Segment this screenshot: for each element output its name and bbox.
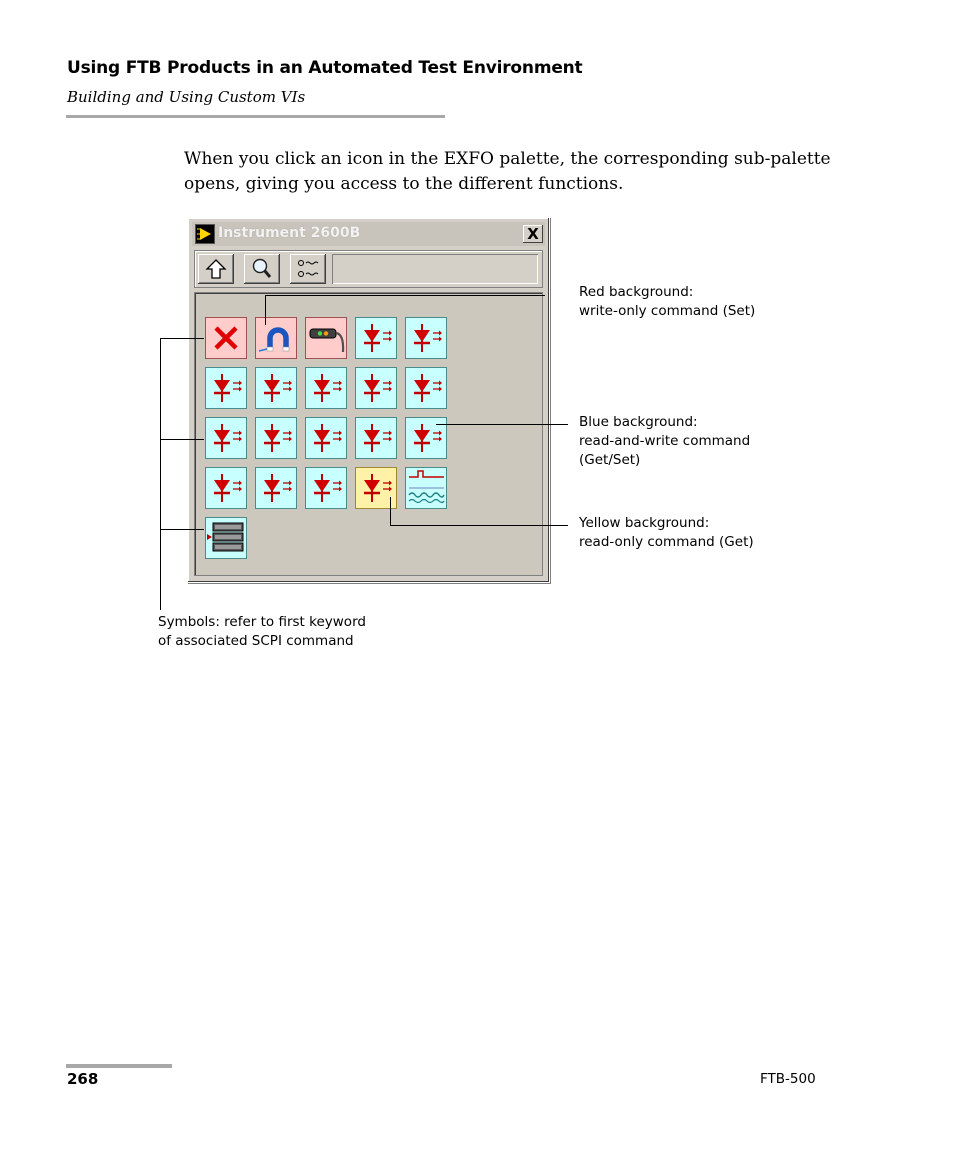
palette-tile[interactable] — [355, 417, 397, 459]
palette-tile[interactable] — [205, 517, 247, 559]
palette-tile[interactable] — [405, 367, 447, 409]
palette-tile[interactable] — [205, 467, 247, 509]
header-divider — [66, 115, 445, 118]
palette-tile[interactable] — [255, 317, 297, 359]
up-arrow-icon — [198, 254, 234, 284]
palette-tile[interactable] — [255, 367, 297, 409]
toolbar-spacer — [332, 254, 538, 284]
close-icon: X — [527, 225, 539, 243]
footer-divider — [66, 1064, 172, 1068]
palette-tile[interactable] — [305, 417, 347, 459]
palette-tile[interactable] — [205, 317, 247, 359]
yellow-callout-line — [390, 525, 568, 526]
callout-yellow: Yellow background: read-only command (Get) — [579, 515, 754, 550]
red-callout-tick — [265, 295, 266, 325]
palette-tile[interactable] — [205, 417, 247, 459]
palette-grid — [194, 292, 543, 576]
view-options-icon — [290, 254, 326, 284]
palette-toolbar — [194, 250, 543, 288]
palette-tile[interactable] — [355, 317, 397, 359]
palette-tile[interactable] — [305, 367, 347, 409]
palette-tile[interactable] — [305, 317, 347, 359]
labview-icon — [195, 224, 215, 244]
palette-tile[interactable] — [205, 367, 247, 409]
search-button[interactable] — [244, 254, 280, 284]
symbols-bracket — [160, 338, 161, 610]
blue-callout-line — [436, 424, 568, 425]
product-name: FTB-500 — [760, 1071, 816, 1087]
magnifier-icon — [244, 254, 280, 284]
palette-tile[interactable] — [405, 317, 447, 359]
up-button[interactable] — [198, 254, 234, 284]
callout-blue: Blue background: read-and-write command (Get/Set) — [579, 414, 751, 468]
view-options-button[interactable] — [290, 254, 326, 284]
red-callout-line — [265, 295, 545, 296]
palette-tile[interactable] — [305, 467, 347, 509]
close-button[interactable] — [523, 225, 543, 243]
symbols-tick-2 — [160, 439, 204, 440]
callout-symbols: Symbols: refer to first keyword of associated SCPI command — [158, 614, 366, 649]
symbols-tick-3 — [160, 529, 204, 530]
body-paragraph: When you click an icon in the EXFO palette, the corresponding sub-palette opens, giving you access to the different functions. — [184, 149, 831, 194]
palette-titlebar — [192, 222, 545, 246]
palette-window — [187, 217, 550, 583]
palette-tile[interactable] — [405, 467, 447, 509]
palette-tile[interactable] — [255, 467, 297, 509]
section-title: Using FTB Products in an Automated Test Environment — [67, 58, 583, 78]
callout-red: Red background: write-only command (Set) — [579, 284, 756, 319]
yellow-callout-tick — [390, 497, 391, 525]
palette-tile[interactable] — [355, 367, 397, 409]
page-number: 268 — [67, 1070, 99, 1088]
section-subtitle: Building and Using Custom VIs — [67, 88, 306, 106]
symbols-tick-1 — [160, 338, 204, 339]
palette-tile[interactable] — [255, 417, 297, 459]
palette-title: Instrument 2600B — [218, 225, 361, 241]
